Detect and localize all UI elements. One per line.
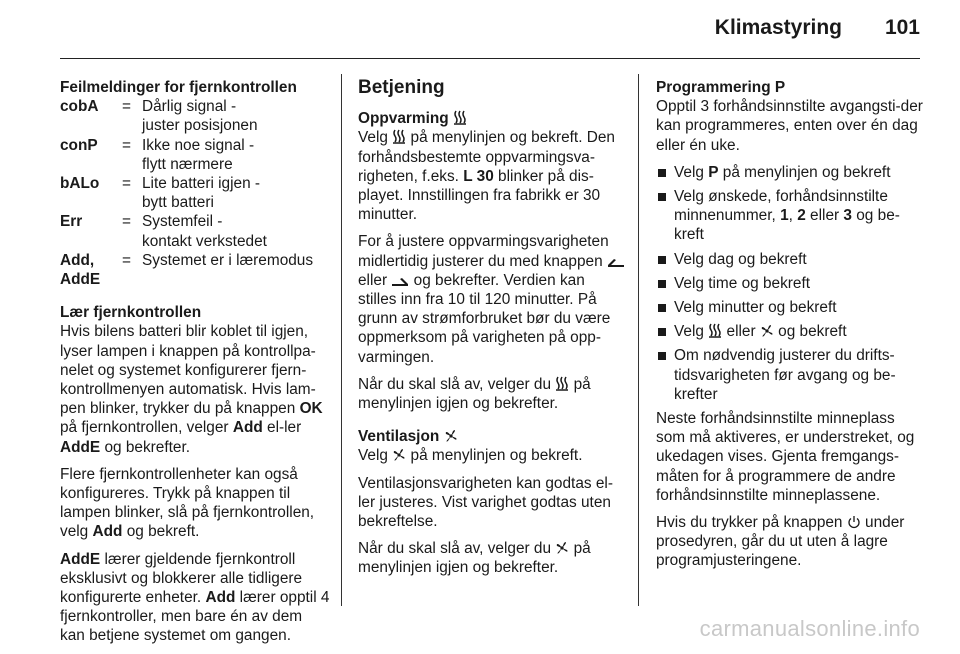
- heat-waves-icon: [555, 376, 569, 391]
- heating-heading: Oppvarming: [358, 109, 626, 128]
- column-divider: [638, 74, 639, 606]
- table-row: [60, 212, 313, 250]
- heat-waves-icon: [453, 110, 467, 125]
- power-icon: [847, 515, 861, 529]
- heat-waves-icon: [708, 323, 722, 338]
- error-code: bALo: [60, 175, 100, 193]
- list-item: Velg time og bekreft: [656, 274, 926, 293]
- list-item: Velg dag og bekreft: [656, 250, 926, 269]
- watermark: carmanualsonline.info: [699, 616, 920, 641]
- equals: =: [122, 136, 131, 154]
- learn-heading: Lær fjernkontrollen: [60, 304, 202, 322]
- programming-intro: Opptil 3 forhåndsinnstilte avgangsti-der kan programmeres, enten over én dag eller én uke.: [656, 98, 923, 154]
- error-heading: Feilmeldinger for fjernkontrollen: [60, 79, 297, 96]
- table-row: [60, 251, 313, 289]
- programming-steps: [656, 163, 926, 404]
- error-code: Err: [60, 213, 83, 231]
- error-table: [60, 97, 313, 289]
- table-row: [60, 174, 313, 212]
- column-1: [60, 78, 330, 654]
- table-row: [60, 97, 313, 135]
- equals: =: [122, 98, 131, 116]
- heating-paragraph-2: For å justere oppvarmingsvarigheten midlertidig justerer du med knappen eller og bekrefter. Verdien kan stilles inn fra 10 til 120 minutter. På grunn av strømforbruket bør du være oppmerksom på varigheten på opp-varmingen.: [358, 232, 626, 366]
- programming-heading: Programmering P: [656, 79, 786, 96]
- list-item: Velg minutter og bekreft: [656, 298, 926, 317]
- error-code: Add, AddE: [60, 251, 101, 289]
- list-item: Velg ønskede, forhåndsinnstilte minnenummer, 1, 2 eller 3 og be-kreft: [656, 187, 926, 245]
- arrow-right-icon: [391, 277, 409, 287]
- error-desc: Systemfeil - kontakt verkstedet: [142, 213, 267, 250]
- list-item: Velg eller og bekreft: [656, 322, 926, 341]
- ventilation-heading: Ventilasjon: [358, 427, 626, 446]
- heat-waves-icon: [392, 129, 406, 144]
- page-title: Klimastyring: [714, 16, 842, 39]
- table-row: [60, 136, 313, 174]
- fan-icon: [444, 429, 458, 443]
- equals: =: [122, 175, 131, 193]
- heating-paragraph-3: Når du skal slå av, velger du på menylinjen igjen og bekrefter.: [358, 375, 591, 413]
- equals: =: [122, 213, 131, 231]
- list-item: Om nødvendig justerer du drifts-tidsvarigheten før avgang og be-krefter: [656, 346, 926, 404]
- header-rule: [60, 58, 920, 59]
- operation-heading: Betjening: [358, 77, 445, 98]
- page-number: 101: [884, 16, 920, 39]
- error-desc: Lite batteri igjen - bytt batteri: [142, 175, 261, 212]
- fan-icon: [555, 541, 569, 555]
- ventilation-paragraph-3: Når du skal slå av, velger du på menylinjen igjen og bekrefter.: [358, 540, 591, 577]
- column-divider: [341, 74, 342, 606]
- heating-paragraph-1: Velg på menylinjen og bekreft. Den forhåndsbestemte oppvarmingsva-righeten, f.eks. L 30 blinker på dis-playet. Innstillingen fra fabrikk er 30 minutter.: [358, 129, 615, 224]
- multi-remote-paragraph: Flere fjernkontrollenheter kan også konfigureres. Trykk på knappen til lampen blinker, slå på fjernkontrollen, velg Add og bekreft.: [60, 465, 315, 541]
- column-3: [656, 78, 926, 579]
- equals: =: [122, 251, 131, 269]
- error-desc: Ikke noe signal - flytt nærmere: [142, 136, 255, 173]
- fan-icon: [392, 448, 406, 462]
- error-code: conP: [60, 136, 98, 154]
- arrow-left-icon: [607, 258, 625, 268]
- error-desc: Systemet er i læremodus: [142, 251, 314, 269]
- exit-paragraph: Hvis du trykker på knappen under prosedyren, går du ut uten å lagre programjusteringene.: [656, 514, 905, 570]
- error-desc: Dårlig signal - juster posisjonen: [142, 98, 258, 135]
- ventilation-paragraph-2: Ventilasjonsvarigheten kan godtas el-ler justeres. Vist varighet godtas uten bekreftelse.: [358, 474, 613, 531]
- fan-icon: [760, 324, 774, 338]
- adde-paragraph: AddE lærer gjeldende fjernkontroll eksklusivt og blokkerer alle tidligere konfigurerte enheter. Add lærer opptil 4 fjernkontroller, men bare én av dem kan betjene systemet om gangen.: [60, 550, 330, 645]
- list-item: Velg P på menylinjen og bekreft: [656, 163, 926, 182]
- column-2: [358, 78, 626, 586]
- memory-paragraph: Neste forhåndsinnstilte minneplass som må aktiveres, er understreket, og ukedagen vises. Gjenta fremgangs-måten for å programmere de andre forhåndsinnstilte minneplassene.: [656, 410, 915, 504]
- learn-paragraph: Hvis bilens batteri blir koblet til igjen, lyser lampen i knappen på kontrollpa-nelet og systemet konfigurerer fjern-kontrollmenyen automatisk. Hvis lam-pen blinker, trykker du på knappen OK på fjernkontrollen, velger Add el-ler AddE og bekrefter.: [60, 323, 323, 456]
- page-header: [0, 0, 960, 56]
- error-code: cobA: [60, 98, 99, 116]
- ventilation-paragraph-1: Velg på menylinjen og bekreft.: [358, 447, 583, 465]
